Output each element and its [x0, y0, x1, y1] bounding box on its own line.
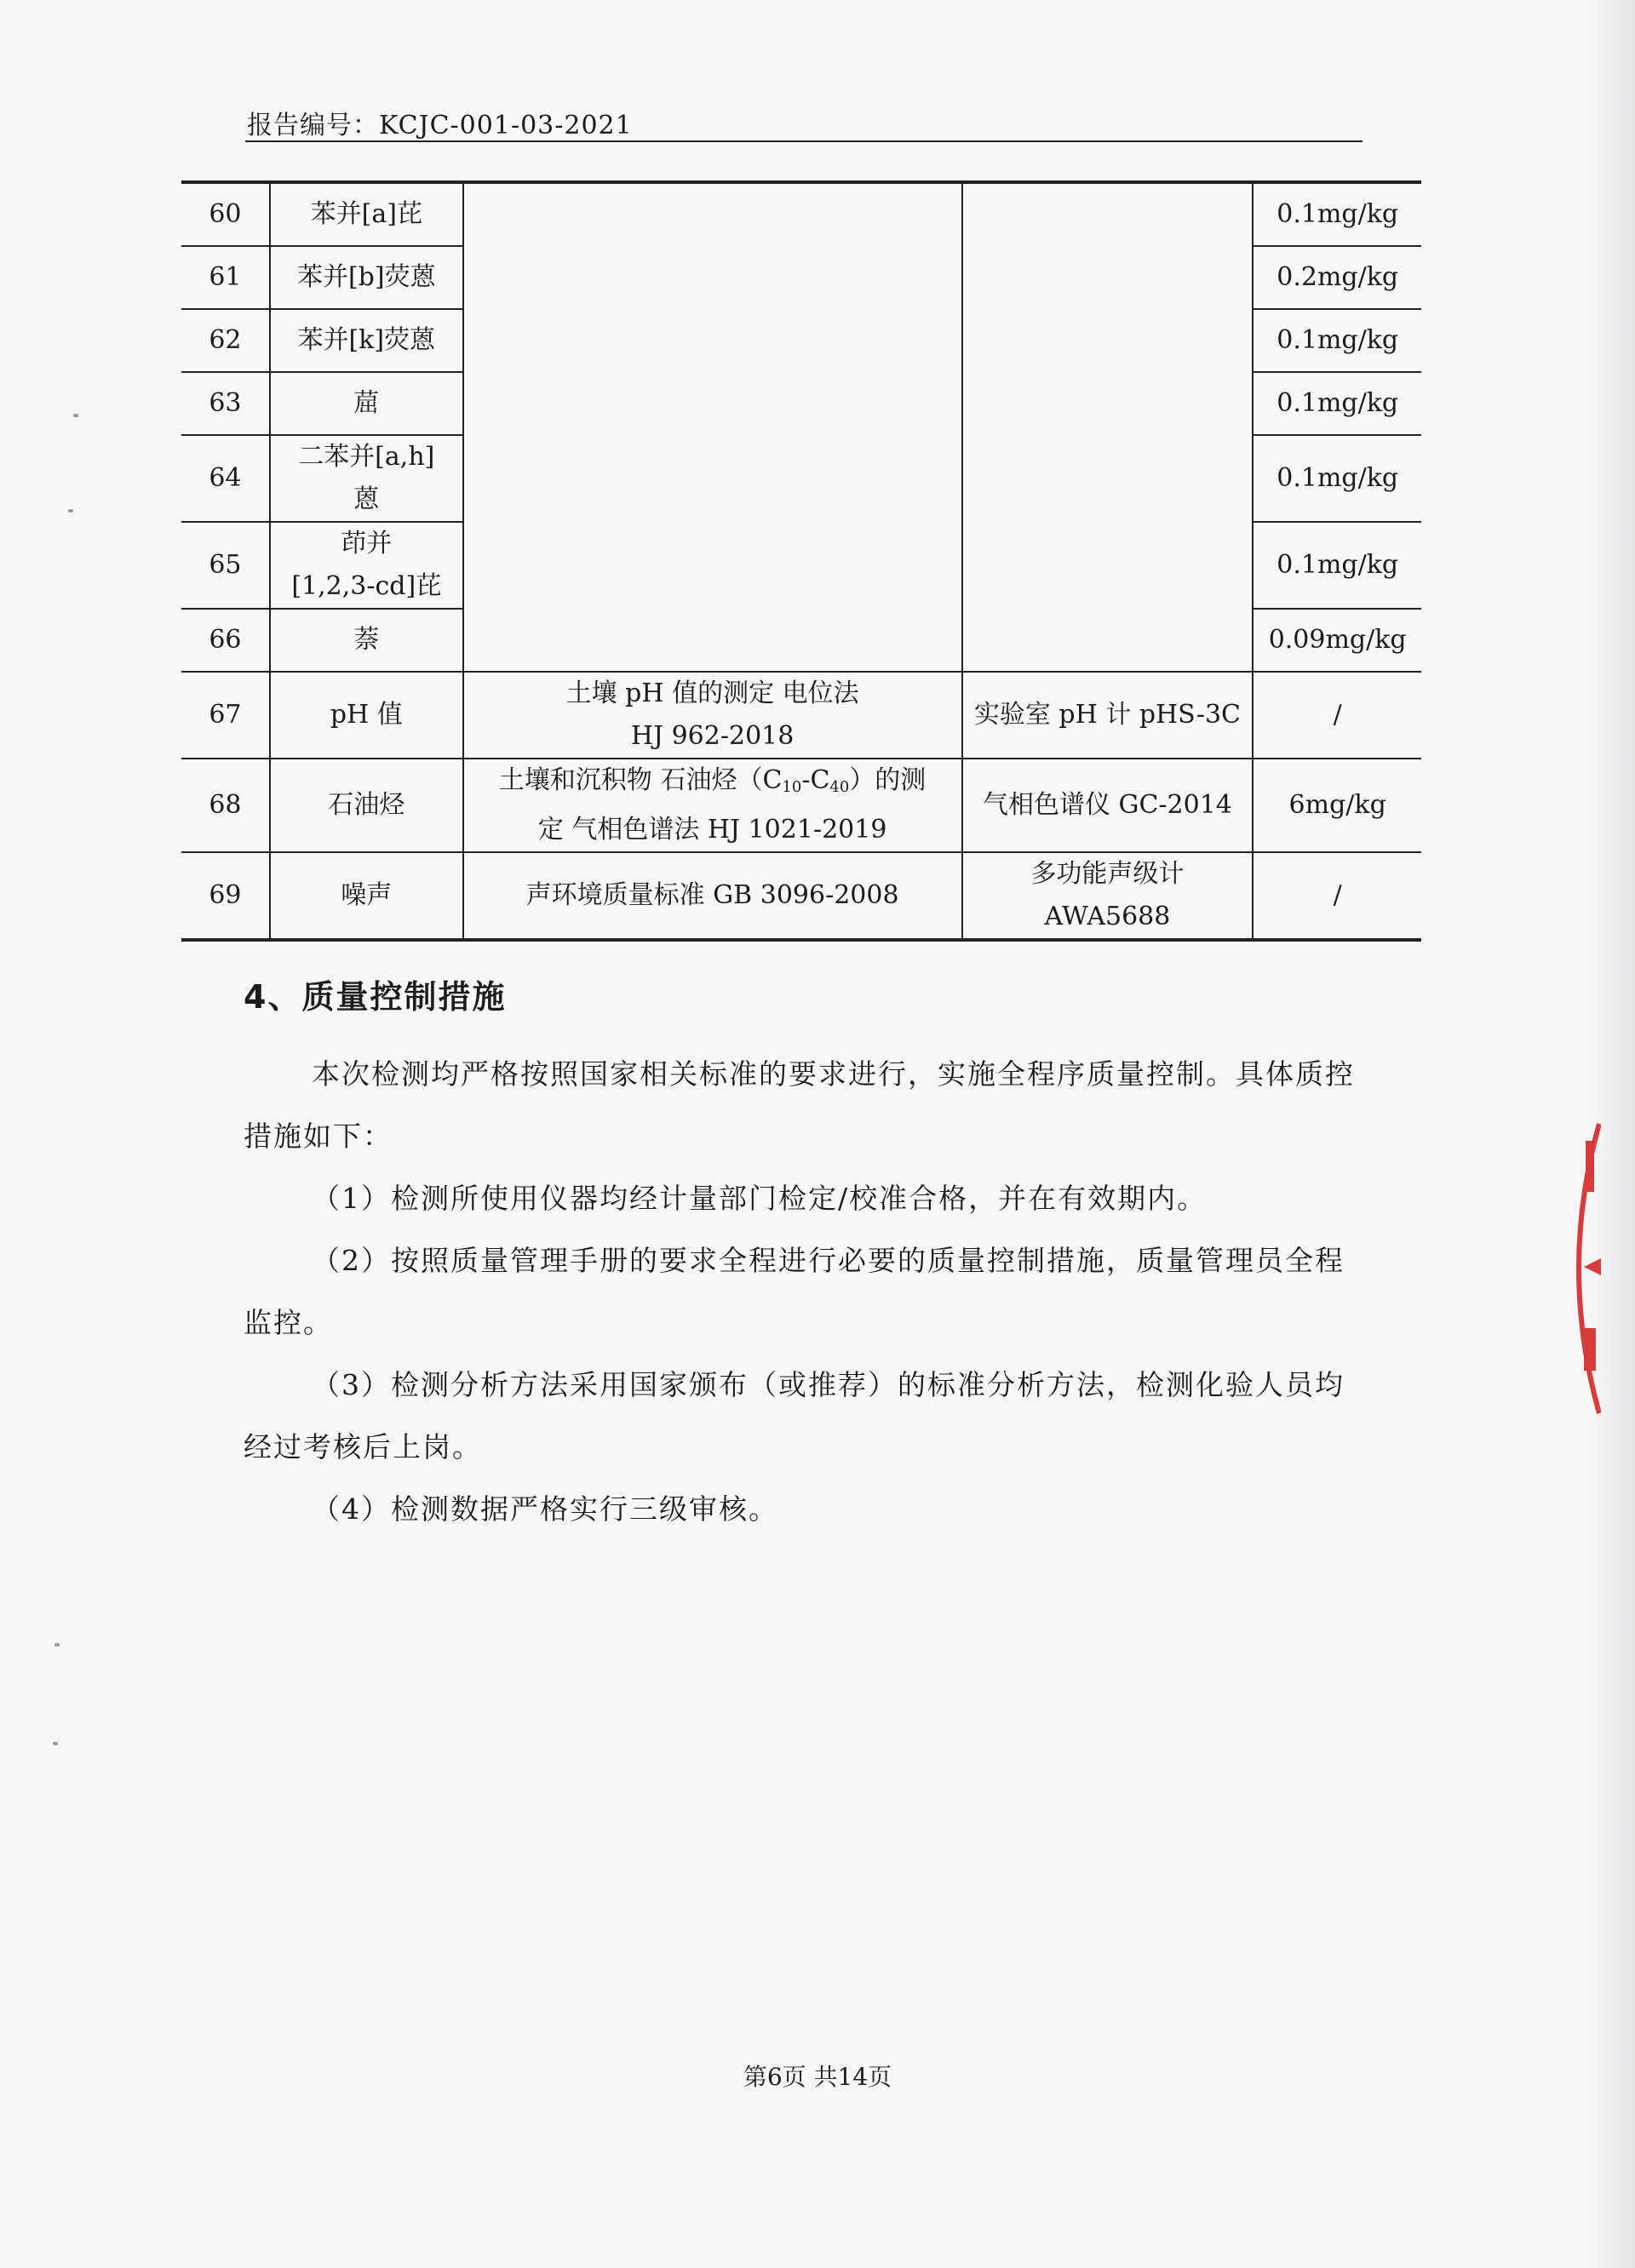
- row-number: 60: [181, 182, 270, 246]
- seal-stamp-graphic: [1550, 1115, 1601, 1422]
- method-cell: 声环境质量标准 GB 3096-2008: [463, 852, 962, 940]
- qc-item: （2）按照质量管理手册的要求全程进行必要的质量控制措施，质量管理员全程监控。: [244, 1244, 1345, 1339]
- item-name: [270, 435, 463, 522]
- method-line2: 定 气相色谱法 HJ 1021-2019: [537, 815, 887, 845]
- method-line1: [469, 759, 956, 809]
- instrument-cell: [962, 852, 1254, 940]
- detection-limit: 0.1mg/kg: [1253, 372, 1421, 435]
- section-body: [244, 1043, 1368, 1540]
- scan-speck: [68, 509, 73, 513]
- item-name: 䓛: [270, 372, 463, 435]
- detection-limit: /: [1253, 852, 1421, 940]
- detection-limit: 0.2mg/kg: [1253, 246, 1421, 309]
- seal-stamp-fragment: [1550, 1115, 1601, 1422]
- scan-speck: [53, 1742, 58, 1745]
- detection-limit: /: [1253, 672, 1421, 759]
- method-text: -C: [801, 765, 830, 795]
- table-row: [181, 759, 1421, 852]
- method-cell-merged: [463, 182, 962, 672]
- qc-item: （3）检测分析方法采用国家颁布（或推荐）的标准分析方法，检测化验人员均经过考核后上岗。: [244, 1368, 1345, 1463]
- item-name-line1: 二苯并[a,h]: [298, 442, 435, 472]
- item-name: 萘: [270, 609, 463, 672]
- qc-item: （1）检测所使用仪器均经计量部门检定/校准合格，并在有效期内。: [312, 1182, 1208, 1215]
- instrument-cell: 实验室 pH 计 pHS-3C: [962, 672, 1254, 759]
- item-name: 苯并[b]荧蒽: [270, 246, 463, 309]
- header-divider: [245, 140, 1362, 142]
- method-text: 土壤和沉积物 石油烃（C: [498, 765, 783, 795]
- table-row: [181, 672, 1421, 759]
- row-number: 62: [181, 309, 270, 372]
- scan-speck: [54, 1643, 60, 1647]
- item-name-line2: [1,2,3-cd]芘: [291, 571, 442, 601]
- table-row: [181, 852, 1421, 940]
- method-line1: 土壤 pH 值的测定 电位法: [565, 679, 859, 708]
- row-number: 65: [181, 522, 270, 609]
- row-number: 63: [181, 372, 270, 435]
- subscript: 40: [829, 778, 850, 796]
- item-name: pH 值: [270, 672, 463, 759]
- row-number: 66: [181, 609, 270, 672]
- method-text: ）的测: [849, 765, 926, 795]
- method-cell: [463, 759, 962, 852]
- row-number: 69: [181, 852, 270, 940]
- instrument-line2: AWA5688: [1044, 902, 1171, 931]
- instrument-line1: 多功能声级计: [1030, 859, 1185, 889]
- row-number: 61: [181, 246, 270, 309]
- item-name-line1: 茚并: [341, 529, 393, 558]
- row-number: 68: [181, 759, 270, 852]
- detection-limit: 0.1mg/kg: [1253, 182, 1421, 246]
- table-row: [181, 182, 1421, 246]
- detection-limit: 0.1mg/kg: [1253, 522, 1421, 609]
- detection-limit: 0.09mg/kg: [1253, 609, 1421, 672]
- detection-methods-table: [181, 180, 1421, 942]
- item-name: [270, 522, 463, 609]
- qc-item: （4）检测数据严格实行三级审核。: [312, 1492, 778, 1526]
- item-name-line2: 蒽: [353, 484, 380, 514]
- report-number: 报告编号：KCJC-001-03-2021: [247, 111, 633, 140]
- item-name: 苯并[a]芘: [270, 182, 463, 246]
- intro-paragraph: 本次检测均严格按照国家相关标准的要求进行，实施全程序质量控制。具体质控措施如下：: [244, 1057, 1355, 1153]
- method-line2: HJ 962-2018: [630, 721, 795, 751]
- page-number: 第6页 共14页: [743, 2063, 892, 2091]
- subscript: 10: [782, 778, 802, 796]
- item-name: 石油烃: [270, 759, 463, 852]
- section-title: 4、质量控制措施: [244, 978, 507, 1016]
- scan-speck: [73, 414, 78, 417]
- detection-limit: 6mg/kg: [1253, 759, 1421, 852]
- instrument-cell-merged: [962, 182, 1254, 672]
- item-name: 噪声: [270, 852, 463, 940]
- method-cell: [463, 672, 962, 759]
- item-name: 苯并[k]荧蒽: [270, 309, 463, 372]
- row-number: 64: [181, 435, 270, 522]
- detection-limit: 0.1mg/kg: [1253, 309, 1421, 372]
- detection-limit: 0.1mg/kg: [1253, 435, 1421, 522]
- row-number: 67: [181, 672, 270, 759]
- instrument-cell: 气相色谱仪 GC-2014: [962, 759, 1254, 852]
